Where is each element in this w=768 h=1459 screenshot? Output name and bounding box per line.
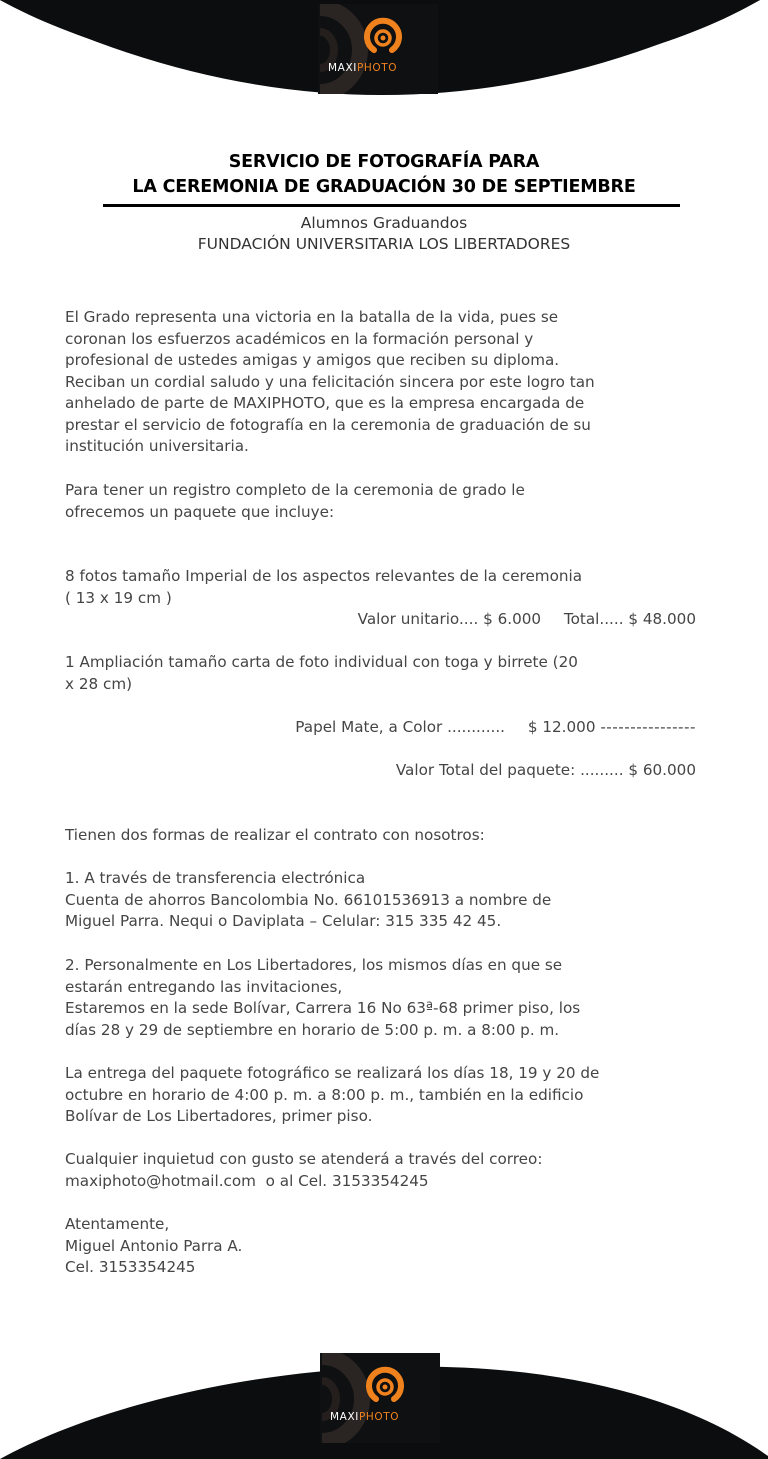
enlargement-price: $ 12.000 — [527, 718, 596, 736]
subtitle — [60, 213, 708, 255]
logo-text-maxi: MAXI — [328, 62, 357, 74]
subtitle-institution: FUNDACIÓN UNIVERSITARIA LOS LIBERTADORES — [197, 235, 571, 253]
intro-line: El Grado representa una victoria en la batalla de la vida, pues se — [65, 308, 559, 326]
logo-text-photo: PHOTO — [356, 62, 398, 74]
logo-text-photo: PHOTO — [358, 1411, 400, 1423]
package-item-enlargement — [65, 652, 715, 695]
signature-block — [65, 1214, 715, 1279]
item-size: ( 13 x 19 cm ) — [65, 588, 172, 607]
subtitle-audience: Alumnos Graduandos — [300, 214, 468, 232]
option-line: Cuenta de ahorros Bancolombia No. 66101536913 a nombre de — [65, 890, 552, 909]
intro-line: institución universitaria. — [65, 437, 249, 455]
signature-name: Miguel Antonio Parra A. — [65, 1236, 243, 1255]
item-size: x 28 cm) — [65, 674, 133, 693]
title-line-2: LA CEREMONIA DE GRADUACIÓN 30 DE SEPTIEMBRE — [132, 177, 636, 197]
contract-intro — [65, 825, 715, 847]
option-line: 2. Personalmente en Los Libertadores, los mismos días en que se — [65, 956, 563, 974]
logo-wordmark — [330, 1411, 440, 1423]
contact-info — [65, 1149, 715, 1192]
logo-mark-icon — [320, 1353, 440, 1443]
contact-line — [65, 1171, 715, 1193]
package-intro-line: Para tener un registro completo de la ceremonia de grado le — [65, 481, 525, 499]
contact-email-link[interactable]: maxiphoto@hotmail.com — [65, 1171, 256, 1190]
delivery-line: Bolívar de Los Libertadores, primer piso. — [65, 1107, 373, 1125]
contract-option-transfer — [65, 868, 715, 933]
package-item-photos — [65, 566, 715, 609]
item-enlargement-pricing — [295, 717, 696, 739]
logo-text-maxi: MAXI — [330, 1411, 359, 1423]
option-line: Miguel Parra. Nequi o Daviplata – Celular: 315 335 42 45. — [65, 912, 502, 930]
title-divider — [103, 204, 680, 207]
title-line-1: SERVICIO DE FOTOGRAFÍA PARA — [228, 152, 540, 172]
item-description: 8 fotos tamaño Imperial de los aspectos relevantes de la ceremonia — [65, 567, 583, 585]
page-title — [60, 150, 708, 200]
delivery-info — [65, 1063, 715, 1128]
item-total-value: $ 48.000 — [628, 610, 696, 628]
maxiphoto-logo-top — [318, 4, 438, 94]
package-intro-line: ofrecemos un paquete que incluye: — [65, 502, 335, 521]
option-line: Estaremos en la sede Bolívar, Carrera 16 No 63ª-68 primer piso, los — [65, 999, 581, 1017]
intro-line: prestar el servicio de fotografía en la ceremonia de graduación de su — [65, 415, 591, 434]
maxiphoto-logo-bottom — [320, 1353, 440, 1443]
delivery-line: La entrega del paquete fotográfico se realizará los días 18, 19 y 20 de — [65, 1064, 600, 1082]
option-line: 1. A través de transferencia electrónica — [65, 869, 366, 887]
paper-type-label: Papel Mate, a Color ............ — [295, 718, 506, 736]
package-total-label: Valor Total del paquete: ......... — [395, 761, 624, 779]
option-line: días 28 y 29 de septiembre en horario de 5:00 p. m. a 8:00 p. m. — [65, 1020, 560, 1039]
intro-line: Reciban un cordial saludo y una felicitación sincera por este logro tan — [65, 372, 595, 391]
contract-intro-line: Tienen dos formas de realizar el contrato con nosotros: — [65, 826, 485, 844]
item-description: 1 Ampliación tamaño carta de foto individual con toga y birrete (20 — [65, 653, 578, 671]
option-line: estarán entregando las invitaciones, — [65, 977, 343, 996]
intro-line: profesional de ustedes amigas y amigos que reciben su diploma. — [65, 351, 560, 369]
contact-line: Cualquier inquietud con gusto se atenderá a través del correo: — [65, 1150, 543, 1168]
delivery-line: octubre en horario de 4:00 p. m. a 8:00 p. m., también en la edificio — [65, 1085, 584, 1104]
signature-phone: Cel. 3153354245 — [65, 1258, 196, 1276]
package-total-value: $ 60.000 — [628, 761, 696, 779]
item-total-label: Total..... — [563, 610, 624, 628]
logo-mark-icon — [318, 4, 438, 94]
contact-phone: o al Cel. 3153354245 — [265, 1171, 429, 1190]
sum-separator: ---------------- — [600, 718, 696, 736]
intro-paragraph — [65, 307, 715, 458]
intro-line: coronan los esfuerzos académicos en la formación personal y — [65, 329, 534, 348]
unit-price-value: $ 6.000 — [483, 610, 542, 628]
package-total — [396, 760, 696, 782]
contract-option-in-person — [65, 955, 715, 1041]
logo-wordmark — [328, 62, 438, 74]
item-photos-pricing — [358, 609, 696, 631]
intro-line: anhelado de parte de MAXIPHOTO, que es la empresa encargada de — [65, 394, 585, 412]
package-intro — [65, 480, 715, 523]
signature-closing: Atentamente, — [65, 1215, 170, 1233]
unit-price-label: Valor unitario.... — [357, 610, 479, 628]
